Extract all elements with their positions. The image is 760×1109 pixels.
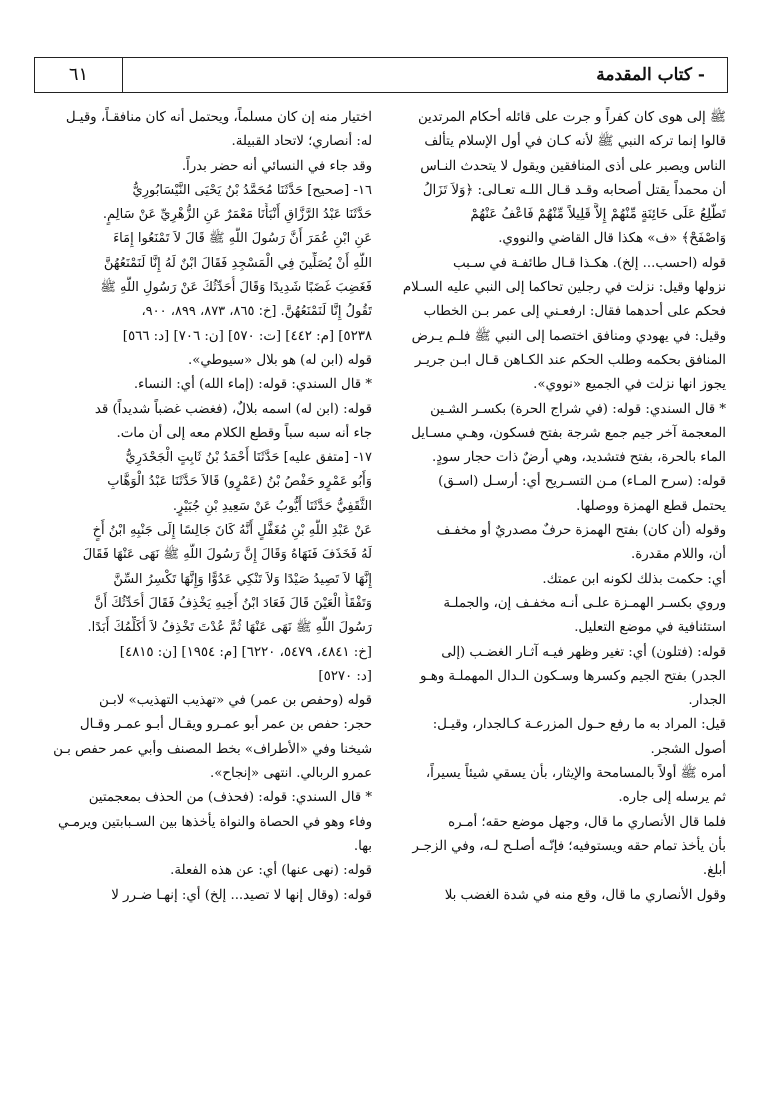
text-line: قوله (ابن له) هو بلال «سيوطي».: [188, 352, 372, 368]
text-line: استئنافية في موضع التعليل.: [574, 620, 726, 636]
text-line: الناس ويصبر على أذى المنافقين ويقول لا يتحدث النـاس: [420, 158, 726, 174]
text-line: أمره ﷺ أولاً بالمسامحة والإيثار، بأن يسقي شيئاً يسيراً،: [425, 766, 726, 782]
text-line: عَنْ عَبْدِ اللَّهِ بْنِ مُغَفَّلٍ أَنَّهُ كَانَ جَالِسًا إِلَى جَنْبِهِ ابْنُ أَخٍ: [92, 523, 372, 539]
text-line: الجدر) بفتح الجيم وكسرها وسـكون الـدال المهملـة وهـو: [419, 668, 726, 684]
text-line: بأن يأخذ تمام حقه ويستوفيه؛ فإنّـه أصلـح لـه، وفي الزجـر: [412, 838, 726, 854]
page-number: ٦١: [35, 58, 123, 92]
text-line: [د: ٥٢٧٠]: [318, 668, 372, 684]
text-line: حجر: حفص بن عمر أبو عمـرو ويقـال أبـو عمـر وقـال: [79, 717, 372, 733]
text-line: وقد جاء في النسائي أنه حضر بدراً.: [181, 158, 372, 174]
text-line: إِنَّهَا لاَ تَصِيدُ صَيْدًا وَلاَ تَنْكِي عَدُوًّا وَإِنَّهَا تَكْسِرُ السِّنَّ: [113, 571, 372, 587]
text-line: وَاصْفَحْ﴾ «ف» هكذا قال القاضي والنووي.: [498, 231, 726, 247]
text-line: عَنِ ابْنِ عُمَرَ أَنَّ رَسُولَ اللَّهِ ﷺ قَالَ لاَ تَمْنَعُوا إِمَاءَ: [113, 231, 372, 247]
text-line: فلما قال الأنصاري ما قال، وجهل موضع حقه؛ أمـره: [448, 814, 726, 830]
text-line: اللَّهِ أَنْ يُصَلِّينَ فِي الْمَسْجِدِ فَقَالَ ابْنٌ لَهُ إِنَّا لَنَمْنَعُهُنَّ: [103, 255, 372, 271]
chapter-title: - كتاب المقدمة: [596, 65, 705, 85]
text-line: اختيار منه إن كان مسلماً، ويحتمل أنه كان منافقـاً، وقيـل: [65, 110, 372, 125]
text-line: قوله: (وقال إنها لا تصيد... إلخ) أي: إنهـا ضـرر لا: [111, 887, 372, 903]
text-line: أن محمداً يقتل أصحابه وقـد قـال اللـه تعـالى: ﴿وَلاَ تَزَالُ: [422, 182, 726, 198]
text-line: عمرو الربالي. انتهى «إنجاح».: [210, 766, 372, 782]
text-line: قيل: المراد به ما رفع حـول المزرعـة كـالجدار، وقيـل:: [432, 717, 726, 733]
text-line: [خ: ٤٨٤١، ٥٤٧٩، ٦٢٢٠] [م: ١٩٥٤] [ن: ٤٨١٥]: [119, 644, 372, 660]
left-column: [36, 106, 372, 908]
text-line: يحتمل قطع الهمزة ووصلها.: [576, 498, 726, 514]
text-line: قوله (وحفص بن عمر) في «تهذيب التهذيب» لابـن: [98, 693, 372, 709]
text-line: ١٧- [متفق عليه] حَدَّثَنَا أَحْمَدُ بْنُ ثَابِتٍ الْجَحْدَرِيُّ: [125, 450, 372, 466]
text-line: نزولها وقيل: نزلت في رجلين تحاكما إلى النبي عليه السـلام: [402, 280, 726, 296]
text-line: لَهُ فَخَذَفَ فَنَهَاهُ وَقَالَ إِنَّ رَسُولَ اللَّهِ ﷺ نَهَى عَنْهَا فَقَالَ: [82, 547, 372, 563]
text-line: الماء بالحرة، بفتح فتشديد، وهي أرضٌ ذات حجار سودٍ.: [431, 450, 726, 466]
text-line: له: أنصاري؛ لاتحاد القبيلة.: [231, 134, 372, 150]
text-line: أصول الشجر.: [650, 741, 726, 757]
text-line: فحكم على أحدهما فقال: ارفعـني إلى عمر بـن الخطاب: [423, 304, 726, 320]
text-line: قوله: (فتلون) أي: تغير وظهر فيـه آثـار الغضـب (إلى: [441, 644, 726, 660]
right-column: [390, 106, 726, 908]
text-line: رَسُولَ اللَّهِ ﷺ نَهَى عَنْهَا ثُمَّ عُدْتَ تَخْذِفُ لاَ أُكَلِّمُكَ أَبَدًا.: [87, 620, 372, 636]
text-line: ٥٢٣٨] [م: ٤٤٢] [ت: ٥٧٠] [ن: ٧٠٦] [د: ٥٦٦]: [122, 328, 372, 344]
text-line: جاء أنه سبه سباً وقطع الكلام معه إلى أن مات.: [116, 425, 372, 441]
text-line: قالوا إنما تركه النبي ﷺ لأنه كـان في أول الإسلام يتألف: [424, 134, 726, 150]
text-line: وروي بكسـر الهمـزة علـى أنـه مخفـف إن، والجملـة: [443, 595, 726, 611]
text-line: ﷺ إلى هوى كان كفراً و جرت على قائله أحكام المرتدين: [417, 110, 726, 125]
text-line: وَأَبُو عَمْرٍو حَفْصُ بْنُ (عَمْرٍو) قَالاَ حَدَّثَنَا عَبْدُ الْوَهَّابِ: [107, 474, 372, 490]
text-line: قوله: (ابن له) اسمه بلالٌ، (فغضب غضباً شديداً) قد: [94, 401, 372, 417]
text-line: * قال السندي: قوله: (إماء الله) أي: النساء.: [133, 377, 372, 393]
text-line: أبلغ.: [702, 863, 726, 879]
text-line: ثم يرسله إلى جاره.: [618, 790, 726, 806]
text-line: قوله: (سرح المـاء) مـن التسـريح أي: أرسـل (اسـق): [438, 474, 726, 490]
text-line: * قال السندي: قوله: (في شراج الحرة) بكسـر الشـين: [430, 401, 726, 417]
text-line: وقول الأنصاري ما قال، وقع منه في شدة الغضب بلا: [444, 887, 726, 903]
text-line: يجوز انها نزلت في الجميع «نووي».: [533, 377, 726, 393]
text-line: أي: حكمت بذلك لكونه ابن عمتك.: [542, 571, 726, 587]
text-line: الجدار.: [688, 693, 726, 709]
text-line: وَتَفْقَأُ الْعَيْنَ قَالَ فَعَادَ ابْنُ أَخِيهِ يَخْذِفُ فَقَالَ أُحَدِّثُكَ أَنَّ: [93, 595, 372, 611]
page-header: [34, 57, 728, 93]
text-line: تَقُولُ إِنَّا لَنَمْنَعُهُنَّ. [خ: ٨٦٥، ٨٧٣، ٨٩٩، ٩٠٠،: [141, 304, 372, 320]
text-line: المعجمة آخر جيم جمع شرجة بفتح فسكون، وهـي مسـايل: [411, 425, 726, 441]
text-line: وقيل: في يهودي ومنافق اختصما إلى النبي ﷺ فلـم يـرض: [411, 328, 726, 344]
text-line: أن، واللام مقدرة.: [631, 547, 726, 563]
text-line: ١٦- [صحيح] حَدَّثَنَا مُحَمَّدُ بْنُ يَحْيَى النَّيْسَابُورِيُّ: [132, 182, 372, 198]
text-line: بها.: [353, 838, 372, 854]
text-line: * قال السندي: قوله: (فحذف) من الحذف بمعجمتين: [88, 790, 372, 806]
text-line: قوله: (نهى عنها) أي: عن هذه الفعلة.: [170, 863, 372, 879]
text-line: الثَّقَفِيُّ حَدَّثَنَا أَيُّوبُ عَنْ سَعِيدِ بْنِ جُبَيْرٍ.: [172, 498, 372, 514]
text-line: وفاء وهو في الحصاة والنواة يأخذها بين السـبابتين ويرمـي: [57, 814, 372, 830]
text-line: المنافق بحكمه وطلب الحكم عند الكـاهن قـال ابـن جريـر: [414, 352, 726, 368]
text-line: شيخنا وفي «الأطراف» بخط المصنف وأبي عمر حفص بـن: [53, 741, 372, 757]
text-line: حَدَّثَنَا عَبْدُ الرَّزَّاقِ أَنْبَأَنَا مَعْمَرٌ عَنِ الزُّهْرِيِّ عَنْ سَالِمٍ.: [102, 207, 372, 223]
text-line: قوله (احسب... إلخ). هكـذا قـال طائفـة في سـبب: [453, 255, 726, 271]
text-line: تَطَّلِعُ عَلَى خَائِنَةٍ مِّنْهُمْ إِلاَّ قَلِيلاً مِّنْهُمْ فَاعْفُ عَنْهُمْ: [470, 207, 726, 223]
text-line: وقوله (أن كان) بفتح الهمزة حرفٌ مصدريٌ أو مخفـف: [436, 523, 726, 539]
text-line: فَغَضِبَ غَضَبًا شَدِيدًا وَقَالَ أُحَدِّثُكَ عَنْ رَسُولِ اللَّهِ ﷺ: [100, 280, 372, 296]
